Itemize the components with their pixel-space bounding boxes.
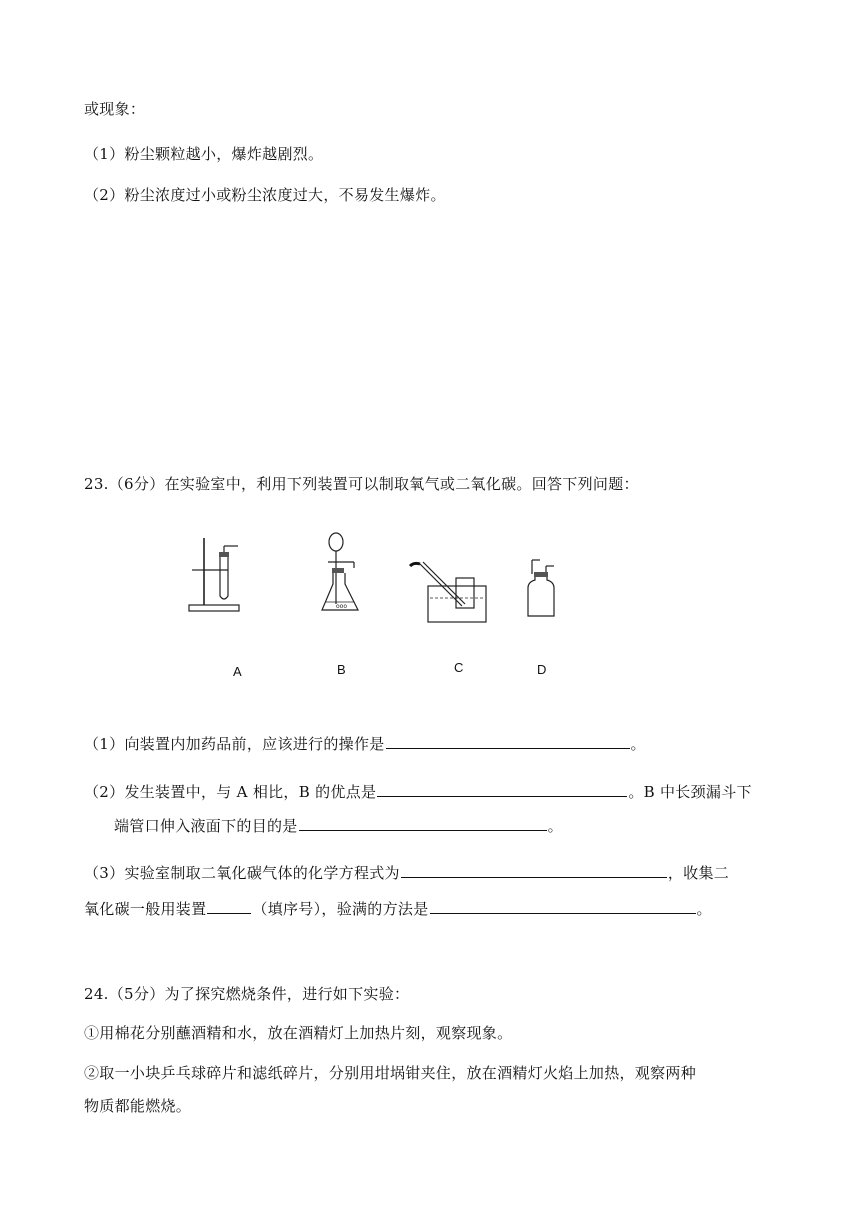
answer-blank-1[interactable] <box>386 747 630 749</box>
intro-item-1: （1）粉尘颗粒越小，爆炸越剧烈。 <box>84 145 324 163</box>
q23-stem: 23.（6分）在实验室中，利用下列装置可以制取氧气或二氧化碳。回答下列问题： <box>84 475 639 493</box>
svg-text:ooo: ooo <box>336 603 348 610</box>
q23-sub1 <box>84 733 646 754</box>
q23-sub1-end: 。 <box>630 735 646 753</box>
answer-blank-6[interactable] <box>430 912 696 914</box>
q24-step-1: ①用棉花分别蘸酒精和水，放在酒精灯上加热片刻，观察现象。 <box>84 1024 513 1042</box>
q23-sub2-line1 <box>84 781 752 802</box>
apparatus-d-figure <box>524 558 560 620</box>
answer-blank-5[interactable] <box>207 912 251 914</box>
q23-sub3-line1 <box>84 862 729 883</box>
answer-blank-4[interactable] <box>401 876 667 878</box>
q24-stem: 24.（5分）为了探究燃烧条件，进行如下实验： <box>84 985 410 1003</box>
q23-sub2-line2-text: 端管口伸入液面下的目的是 <box>114 817 298 835</box>
apparatus-b-figure <box>318 530 364 616</box>
answer-blank-3[interactable] <box>299 829 547 831</box>
q24-step-2-line2: 物质都能燃烧。 <box>84 1097 192 1115</box>
q23-sub2-text: （2）发生装置中，与 A 相比，B 的优点是 <box>84 783 377 801</box>
label-c: C <box>454 660 464 675</box>
q23-sub3-middle: ，收集二 <box>667 864 730 882</box>
q24-step-2-line1: ②取一小块乒乓球碎片和滤纸碎片，分别用坩埚钳夹住，放在酒精灯火焰上加热，观察两种 <box>84 1064 697 1082</box>
answer-blank-2[interactable] <box>377 795 627 797</box>
label-a: A <box>233 664 242 679</box>
apparatus-a-figure <box>186 530 242 614</box>
q23-sub3-line2-end: 。 <box>696 900 712 918</box>
q23-sub1-text: （1）向装置内加药品前，应该进行的操作是 <box>84 735 385 753</box>
apparatus-c-figure <box>408 556 492 626</box>
q23-sub2-line2-end: 。 <box>547 817 563 835</box>
intro-lead: 或现象： <box>84 100 146 118</box>
q23-sub2-line2 <box>114 815 563 836</box>
q23-sub2-middle: 。B 中长颈漏斗下 <box>628 783 752 801</box>
label-b: B <box>337 662 346 677</box>
q23-sub3-line2-mid: （填序号），验满的方法是 <box>252 900 429 918</box>
q23-sub3-text: （3）实验室制取二氧化碳气体的化学方程式为 <box>84 864 400 882</box>
label-d: D <box>537 662 547 677</box>
intro-item-2: （2）粉尘浓度过小或粉尘浓度过大，不易发生爆炸。 <box>84 186 446 204</box>
q23-sub3-line2 <box>84 898 712 919</box>
q23-sub3-line2-text: 氧化碳一般用装置 <box>84 900 207 918</box>
